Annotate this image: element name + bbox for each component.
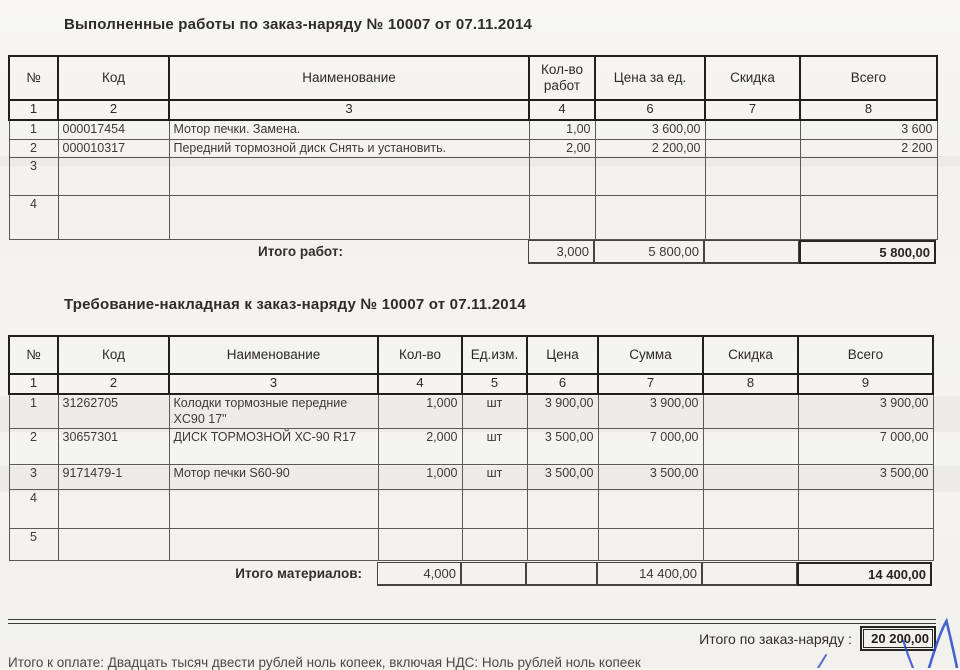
materials-col-num: № <box>9 336 58 374</box>
cell-total: 7 000,00 <box>798 429 933 465</box>
works-col-code: Код <box>58 56 169 100</box>
materials-section-title: Требование-накладная к заказ-наряду № 10007 от 07.11.2014 <box>64 296 526 313</box>
materials-row <box>9 490 933 529</box>
cell-qty <box>378 490 462 529</box>
cell-discount <box>703 465 798 490</box>
materials-col-total: Всего <box>798 336 933 374</box>
separator-double-rule <box>8 619 936 624</box>
totals-total: 5 800,00 <box>799 240 936 264</box>
col-index: 4 <box>529 100 595 120</box>
cell-qty: 1,00 <box>529 120 595 139</box>
cell-unit: шт <box>462 465 527 490</box>
cell-unit <box>462 529 527 561</box>
cell-unit: шт <box>462 429 527 465</box>
cell-total: 2 200 <box>800 139 937 158</box>
cell-code <box>58 196 169 240</box>
cell-num: 2 <box>9 139 58 158</box>
cell-code <box>58 490 169 529</box>
cell-price <box>595 158 705 196</box>
totals-unit <box>461 562 526 586</box>
cell-total <box>800 196 937 240</box>
works-row <box>9 120 937 139</box>
works-col-qty: Кол-во работ <box>529 56 595 100</box>
grand-total-value: 20 200,00 <box>863 629 933 648</box>
cell-price: 2 200,00 <box>595 139 705 158</box>
col-index: 5 <box>462 374 527 394</box>
totals-discount <box>704 240 799 264</box>
cell-qty <box>529 158 595 196</box>
cell-sum: 3 900,00 <box>598 394 703 429</box>
col-index: 2 <box>58 374 169 394</box>
cell-qty: 1,000 <box>378 465 462 490</box>
cell-name <box>169 490 378 529</box>
cell-price <box>595 196 705 240</box>
works-header-row <box>9 56 937 100</box>
cell-qty <box>378 529 462 561</box>
works-col-total: Всего <box>800 56 937 100</box>
materials-totals-label: Итого материалов: <box>235 566 362 581</box>
cell-discount <box>703 394 798 429</box>
cell-total: 3 600 <box>800 120 937 139</box>
col-index: 7 <box>598 374 703 394</box>
materials-row <box>9 394 933 429</box>
cell-num: 2 <box>9 429 58 465</box>
works-totals-label: Итого работ: <box>258 244 343 259</box>
col-index: 8 <box>800 100 937 120</box>
totals-qty: 4,000 <box>377 562 461 586</box>
works-col-name: Наименование <box>169 56 529 100</box>
totals-qty: 3,000 <box>528 240 594 264</box>
col-index: 4 <box>378 374 462 394</box>
cell-code: 9171479-1 <box>58 465 169 490</box>
materials-row <box>9 529 933 561</box>
works-col-discount: Скидка <box>705 56 800 100</box>
cell-num: 3 <box>9 158 58 196</box>
cell-price <box>527 490 598 529</box>
totals-sum: 14 400,00 <box>597 562 702 586</box>
materials-row <box>9 465 933 490</box>
cell-unit: шт <box>462 394 527 429</box>
col-index: 1 <box>9 100 58 120</box>
materials-col-qty: Кол-во <box>378 336 462 374</box>
cell-total <box>798 529 933 561</box>
col-index: 3 <box>169 374 378 394</box>
cell-name: Мотор печки S60-90 <box>169 465 378 490</box>
cell-name: Передний тормозной диск Снять и установить. <box>169 139 529 158</box>
cell-name <box>169 529 378 561</box>
cell-unit <box>462 490 527 529</box>
cell-name: ДИСК ТОРМОЗНОЙ ХС-90 R17 <box>169 429 378 465</box>
col-index: 1 <box>9 374 58 394</box>
cell-qty: 2,000 <box>378 429 462 465</box>
cell-sum: 3 500,00 <box>598 465 703 490</box>
cell-price <box>527 529 598 561</box>
cell-price: 3 900,00 <box>527 394 598 429</box>
col-index: 7 <box>705 100 800 120</box>
cell-code <box>58 529 169 561</box>
col-index: 9 <box>798 374 933 394</box>
materials-header-row <box>9 336 933 374</box>
materials-colnumber-row <box>9 374 933 394</box>
works-section-title: Выполненные работы по заказ-наряду № 10007 от 07.11.2014 <box>64 16 533 33</box>
cell-price: 3 600,00 <box>595 120 705 139</box>
cell-discount <box>703 529 798 561</box>
grand-total-box <box>860 626 936 651</box>
materials-table <box>8 335 934 561</box>
cell-discount <box>703 490 798 529</box>
materials-col-sum: Сумма <box>598 336 703 374</box>
cell-discount <box>703 429 798 465</box>
col-index: 6 <box>595 100 705 120</box>
materials-totals-cells <box>377 562 932 586</box>
cell-discount <box>705 120 800 139</box>
materials-col-discount: Скидка <box>703 336 798 374</box>
cell-discount <box>705 139 800 158</box>
cell-total: 3 900,00 <box>798 394 933 429</box>
materials-col-price: Цена <box>527 336 598 374</box>
works-table <box>8 55 938 240</box>
materials-col-unit: Ед.изм. <box>462 336 527 374</box>
cell-sum <box>598 529 703 561</box>
cell-code: 000010317 <box>58 139 169 158</box>
cell-qty: 2,00 <box>529 139 595 158</box>
cell-code: 000017454 <box>58 120 169 139</box>
col-index: 8 <box>703 374 798 394</box>
amount-in-words-line: Итого к оплате: Двадцать тысяч двести рублей ноль копеек, включая НДС: Ноль рублей ноль копеек <box>8 655 641 670</box>
col-index: 3 <box>169 100 529 120</box>
cell-price: 3 500,00 <box>527 429 598 465</box>
cell-discount <box>705 196 800 240</box>
cell-name: Колодки тормозные передние XC90 17" <box>169 394 378 429</box>
col-index: 2 <box>58 100 169 120</box>
materials-totals-row <box>8 562 932 586</box>
totals-discount <box>702 562 797 586</box>
cell-name <box>169 196 529 240</box>
cell-num: 1 <box>9 120 58 139</box>
works-colnumber-row <box>9 100 937 120</box>
works-totals-row <box>8 240 936 264</box>
materials-col-name: Наименование <box>169 336 378 374</box>
totals-price <box>526 562 597 586</box>
cell-code: 31262705 <box>58 394 169 429</box>
works-row <box>9 196 937 240</box>
cell-sum <box>598 490 703 529</box>
cell-code: 30657301 <box>58 429 169 465</box>
totals-total: 14 400,00 <box>797 562 932 586</box>
cell-price: 3 500,00 <box>527 465 598 490</box>
cell-num: 5 <box>9 529 58 561</box>
cell-qty: 1,000 <box>378 394 462 429</box>
cell-num: 1 <box>9 394 58 429</box>
works-col-price: Цена за ед. <box>595 56 705 100</box>
grand-total-label: Итого по заказ-наряду : <box>699 631 852 647</box>
cell-name: Мотор печки. Замена. <box>169 120 529 139</box>
cell-discount <box>705 158 800 196</box>
materials-col-code: Код <box>58 336 169 374</box>
materials-row <box>9 429 933 465</box>
works-row <box>9 139 937 158</box>
cell-sum: 7 000,00 <box>598 429 703 465</box>
cell-total <box>800 158 937 196</box>
cell-total <box>798 490 933 529</box>
cell-qty <box>529 196 595 240</box>
works-col-num: № <box>9 56 58 100</box>
col-index: 6 <box>527 374 598 394</box>
cell-num: 4 <box>9 490 58 529</box>
cell-name <box>169 158 529 196</box>
cell-code <box>58 158 169 196</box>
works-row <box>9 158 937 196</box>
cell-num: 3 <box>9 465 58 490</box>
cell-num: 4 <box>9 196 58 240</box>
cell-total: 3 500,00 <box>798 465 933 490</box>
totals-price: 5 800,00 <box>594 240 704 264</box>
works-totals-cells <box>528 240 936 264</box>
